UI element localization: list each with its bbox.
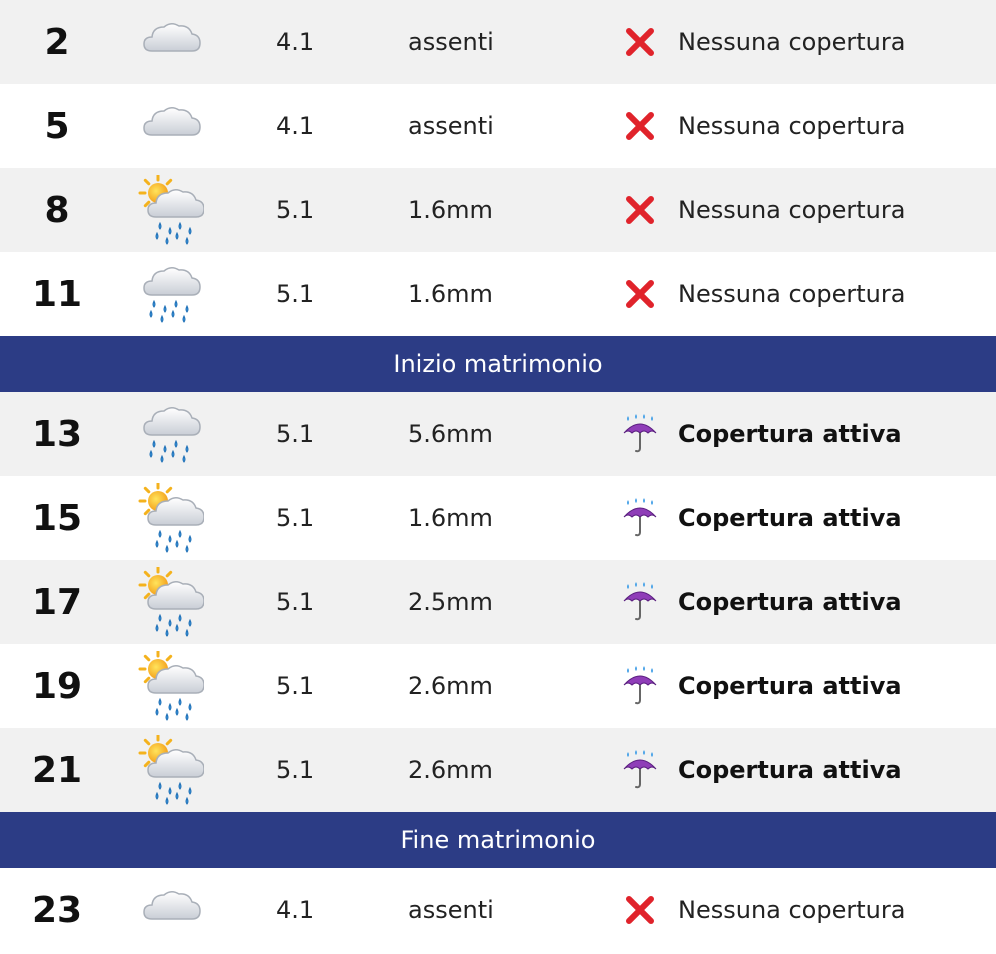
coverage-status: Copertura attiva [678,756,902,784]
cloud-icon [138,868,204,952]
hour-label: 2 [44,21,70,63]
forecast-row [0,476,996,560]
hour-label: 13 [31,413,83,455]
sun-cloud-rain-icon [138,168,204,252]
wind-value: 5.1 [276,756,315,784]
umbrella-rain-icon [620,392,660,476]
umbrella-rain-icon [620,728,660,812]
umbrella-rain-icon [620,560,660,644]
cross-icon [620,868,660,952]
hour-label: 11 [31,273,83,315]
cloud-rain-icon [138,252,204,336]
forecast-row [0,252,996,336]
wind-value: 5.1 [276,196,315,224]
cloud-icon [138,0,204,84]
forecast-row [0,644,996,728]
cross-icon [620,0,660,84]
wind-value: 5.1 [276,420,315,448]
sun-cloud-rain-icon [138,644,204,728]
wind-value: 4.1 [276,28,315,56]
hour-label: 5 [44,105,70,147]
forecast-row [0,728,996,812]
rain-value: 1.6mm [408,504,493,532]
forecast-row [0,392,996,476]
umbrella-rain-icon [620,644,660,728]
coverage-status: Nessuna copertura [678,280,906,308]
rain-value: 2.6mm [408,756,493,784]
rain-value: 2.5mm [408,588,493,616]
wind-value: 5.1 [276,672,315,700]
wind-value: 4.1 [276,896,315,924]
coverage-status: Copertura attiva [678,588,902,616]
sun-cloud-rain-icon [138,728,204,812]
cross-icon [620,168,660,252]
forecast-row [0,84,996,168]
hour-label: 17 [31,581,83,623]
coverage-status: Copertura attiva [678,420,902,448]
cross-icon [620,84,660,168]
coverage-status: Nessuna copertura [678,896,906,924]
rain-value: assenti [408,112,494,140]
event-separator: Inizio matrimonio [0,336,996,392]
wind-value: 5.1 [276,504,315,532]
wind-value: 4.1 [276,112,315,140]
hour-label: 23 [31,889,83,931]
wind-value: 5.1 [276,588,315,616]
cross-icon [620,252,660,336]
forecast-row [0,560,996,644]
rain-value: 5.6mm [408,420,493,448]
coverage-status: Copertura attiva [678,672,902,700]
forecast-row [0,168,996,252]
rain-value: 2.6mm [408,672,493,700]
rain-value: assenti [408,896,494,924]
rain-value: assenti [408,28,494,56]
cloud-rain-icon [138,392,204,476]
coverage-status: Copertura attiva [678,504,902,532]
hour-label: 8 [44,189,70,231]
forecast-row [0,868,996,952]
sun-cloud-rain-icon [138,560,204,644]
umbrella-rain-icon [620,476,660,560]
rain-value: 1.6mm [408,196,493,224]
forecast-row [0,0,996,84]
rain-value: 1.6mm [408,280,493,308]
hour-label: 19 [31,665,83,707]
coverage-status: Nessuna copertura [678,28,906,56]
hour-label: 21 [31,749,83,791]
event-separator: Fine matrimonio [0,812,996,868]
coverage-status: Nessuna copertura [678,196,906,224]
wind-value: 5.1 [276,280,315,308]
hour-label: 15 [31,497,83,539]
cloud-icon [138,84,204,168]
coverage-status: Nessuna copertura [678,112,906,140]
sun-cloud-rain-icon [138,476,204,560]
